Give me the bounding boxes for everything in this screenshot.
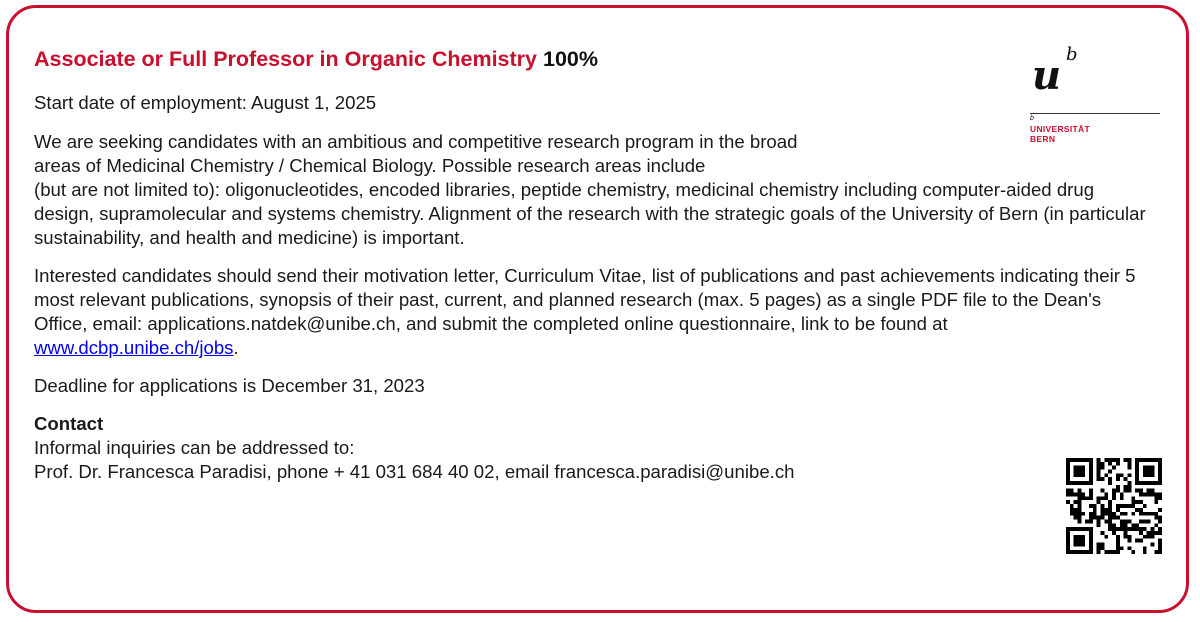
- logo-name-line2: BERN: [1030, 134, 1056, 144]
- job-ad-content: [34, 44, 1154, 484]
- contact-section: [34, 412, 1154, 484]
- description-rest: (but are not limited to): oligonucleotides, encoded libraries, peptide chemistry, medicinal chemistry including computer-aided drug design, supramolecular and systems chemistry. Alignment of the research with the strategic goals of the University of Bern (in particular sustainability, and health and medicine) is important.: [34, 179, 1146, 248]
- logo-rule: [1030, 113, 1160, 114]
- logo-name-line1: UNIVERSITÄT: [1030, 124, 1090, 134]
- description-line1: We are seeking candidates with an ambitious and competitive research program in the broad: [34, 131, 798, 152]
- qr-code-icon[interactable]: [1066, 458, 1162, 554]
- logo-superscript: b: [1066, 44, 1078, 65]
- logo-mark: u: [1032, 52, 1062, 99]
- contact-line2: Prof. Dr. Francesca Paradisi, phone + 41 031 684 40 02, email francesca.paradisi@unibe.ch: [34, 461, 795, 482]
- deadline: Deadline for applications is December 31, 2023: [34, 375, 425, 396]
- job-title-main: Associate or Full Professor in Organic Chemistry: [34, 47, 538, 71]
- start-date: Start date of employment: August 1, 2025: [34, 92, 377, 113]
- logo-name: [1030, 124, 1090, 144]
- jobs-link[interactable]: www.dcbp.unibe.ch/jobs: [34, 337, 234, 358]
- university-logo-icon: [1008, 42, 1164, 152]
- job-title-percent: 100%: [543, 47, 598, 71]
- job-title: [34, 44, 1154, 74]
- application-instructions: [34, 264, 1154, 360]
- contact-heading: Contact: [34, 413, 104, 434]
- description: [34, 130, 1154, 250]
- description-line2: areas of Medicinal Chemistry / Chemical Biology. Possible research areas include: [34, 155, 706, 176]
- logo-small-b: b: [1030, 115, 1034, 122]
- application-text: Interested candidates should send their motivation letter, Curriculum Vitae, list of publications and past achievements indicating their 5 most relevant publications, synopsis of their past, current, and planned research (max. 5 pages) as a single PDF file to the Dean's Office, email: applications.natdek@unibe.ch, and submit the completed online questionnaire, link to be found at: [34, 265, 1136, 334]
- application-end: .: [233, 337, 239, 358]
- contact-line1: Informal inquiries can be addressed to:: [34, 437, 355, 458]
